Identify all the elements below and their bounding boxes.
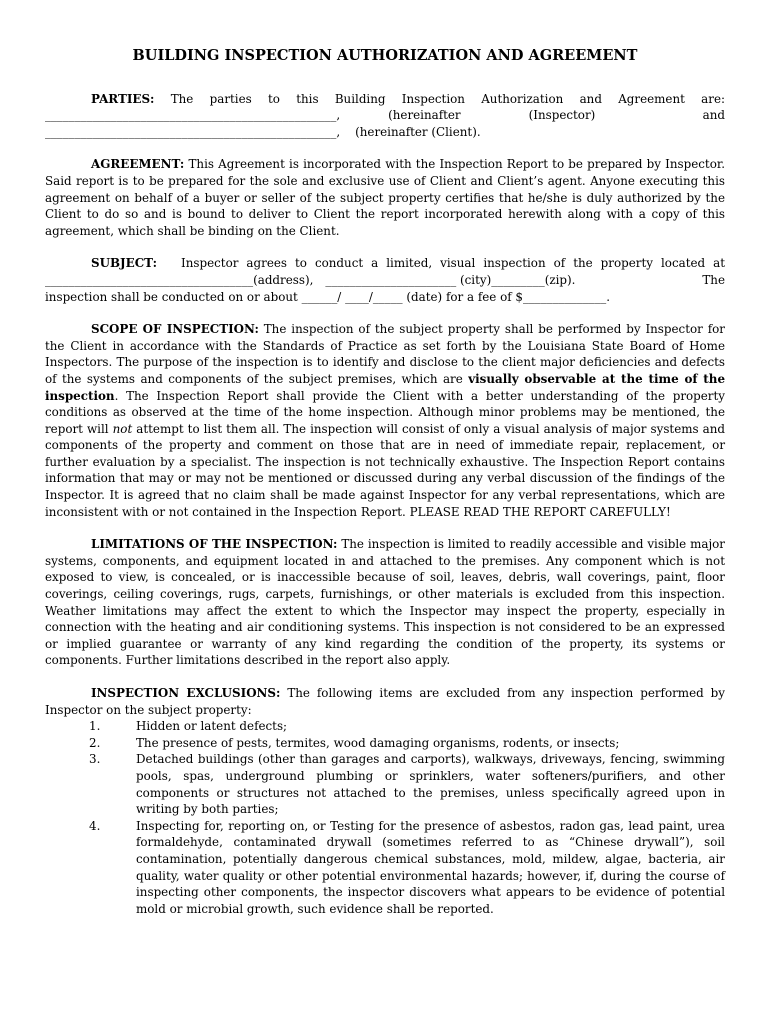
document-page [45,48,725,917]
parties-row-client [45,124,725,141]
client-role-text: (hereinafter (Client). [355,124,481,139]
list-item-number: 2. [89,735,101,750]
hereinafter-text: (hereinafter [388,108,461,123]
agreement-paragraph [45,156,725,239]
agreement-label: AGREEMENT: [91,157,185,172]
subject-label: SUBJECT: [91,256,157,271]
limitations-label: LIMITATIONS OF THE INSPECTION: [91,537,338,552]
exclusions-intro [45,685,725,718]
document-title: BUILDING INSPECTION AUTHORIZATION AND AGREEMENT [132,47,638,64]
parties-section [45,91,725,141]
scope-text-2: . The Inspection Report shall provide the Client with a better understanding of the property conditions as observed at the time of the home inspection. Although minor problems may be mentioned, the report will [45,388,725,436]
address-blank[interactable]: ___________________________________(address), [45,272,314,287]
parties-label: PARTIES: [91,91,155,106]
scope-text-3: attempt to list them all. The inspection will consist of only a visual analysis of major systems and components of the property and comment on those that are in need of immediate repair, replacement, or further evaluation by a specialist. The inspection is not technically exhaustive. The Inspection Report contains information that may or may not be mentioned or discussed during any verbal discussion of the findings of the Inspector. It is agreed that no claim shall be made against Inspector for any verbal representations, which are inconsistent with or not contained in the Inspection Report. PLEASE READ THE REPORT CAREFULLY! [45,421,726,519]
exclusions-intro-text: The following items are excluded from any inspection performed by Inspector on the subject property: [45,686,725,717]
list-item-text: Inspecting for, reporting on, or Testing for the presence of asbestos, radon gas, lead paint, urea formaldehyde, contaminated drywall (sometimes referred to as “Chinese drywall”), soil contamination, potentially dangerous chemical substances, mold, mildew, algae, bacteria, air quality, water quality or other potential environmental hazards; however, if, during the course of inspecting other components, the inspector discovers what appears to be evidence of potential mold or microbial growth, such evidence shall be reported. [136,818,725,916]
and-text: and [702,108,725,123]
limitations-text: The inspection is limited to readily accessible and visible major systems, components, and equipment located in and attached to the premises. Any component which is not exposed to view, is concealed, or is inaccessible because of soil, leaves, debris, wall coverings, paint, floor coverings, ceiling coverings, rugs, carpets, furnishings, or other materials is excluded from this inspection. Weather limitations may affect the extent to which the Inspector may inspect the property, especially in connection with the heating and air conditioning systems. This inspection is not considered to be an expressed or implied guarantee or warranty of any kind regarding the condition of the property, its systems or components. Further limitations described in the report also apply. [45,537,725,668]
limitations-paragraph [45,536,725,669]
list-item [45,718,725,735]
subject-line-3[interactable]: inspection shall be conducted on or about ______/ ____/_____ (date) for a fee of $______________. [45,289,611,304]
inspector-role-text: (Inspector) [528,108,596,123]
subject-line-1 [45,255,725,272]
client-name-blank[interactable]: _________________________________________________, [45,124,341,139]
agreement-text: This Agreement is incorporated with the Inspection Report to be prepared by Inspector. Said report is to be prepared for the sole and exclusive use of Client and Client’s agent. Anyone executing this agreement on behalf of a buyer or seller of the subject property certifies that he/she is duly authorized by the Client to do so and is bound to deliver to Client the report incorporated herewith along with a copy of this agreement, which shall be binding on the Client. [45,157,726,238]
list-item [45,751,725,817]
scope-italic-text: not [112,421,133,436]
inspector-name-blank[interactable]: _________________________________________________, [45,108,341,123]
list-item-number: 3. [89,752,101,767]
scope-paragraph [45,321,725,520]
subject-line-2 [45,272,725,289]
parties-lines [45,107,725,140]
scope-text-1: The inspection of the subject property shall be performed by Inspector for the Client in accordance with the Standards of Practice as set forth by the Louisiana State Board of Home Inspectors. The purpose of the inspection is to identify and disclose to the client major deficiencies and defects of the systems and components of the subject premises, which are [45,322,725,386]
list-item-text: Hidden or latent defects; [136,719,288,734]
exclusions-list [45,718,725,917]
list-item-text: Detached buildings (other than garages and carports), walkways, driveways, fencing, swimming pools, spas, underground plumbing or sprinklers, water softeners/purifiers, and other components or structures not attached to the premises, unless specifically agreed upon in writing by both parties; [136,752,725,817]
list-item-text: The presence of pests, termites, wood damaging organisms, rodents, or insects; [136,735,620,750]
subject-line1-text: Inspector agrees to conduct a limited, visual inspection of the property located at [181,256,725,271]
subject-section [45,255,725,305]
scope-label: SCOPE OF INSPECTION: [91,322,259,337]
scope-bold-text: visually observable at the time of the inspection [45,371,726,403]
list-item-number: 1. [89,719,101,734]
subject-the-text: The [702,272,725,287]
parties-intro-line [45,91,725,108]
parties-intro-text: The parties to this Building Inspection Authorization and Agreement are: [170,91,725,106]
list-item [45,735,725,752]
exclusions-label: INSPECTION EXCLUSIONS: [91,686,281,700]
parties-row-inspector [45,107,725,124]
list-item-number: 4. [89,818,101,833]
city-zip-blank[interactable]: ______________________ (city)_________(zip). [325,272,576,287]
list-item [45,818,725,918]
